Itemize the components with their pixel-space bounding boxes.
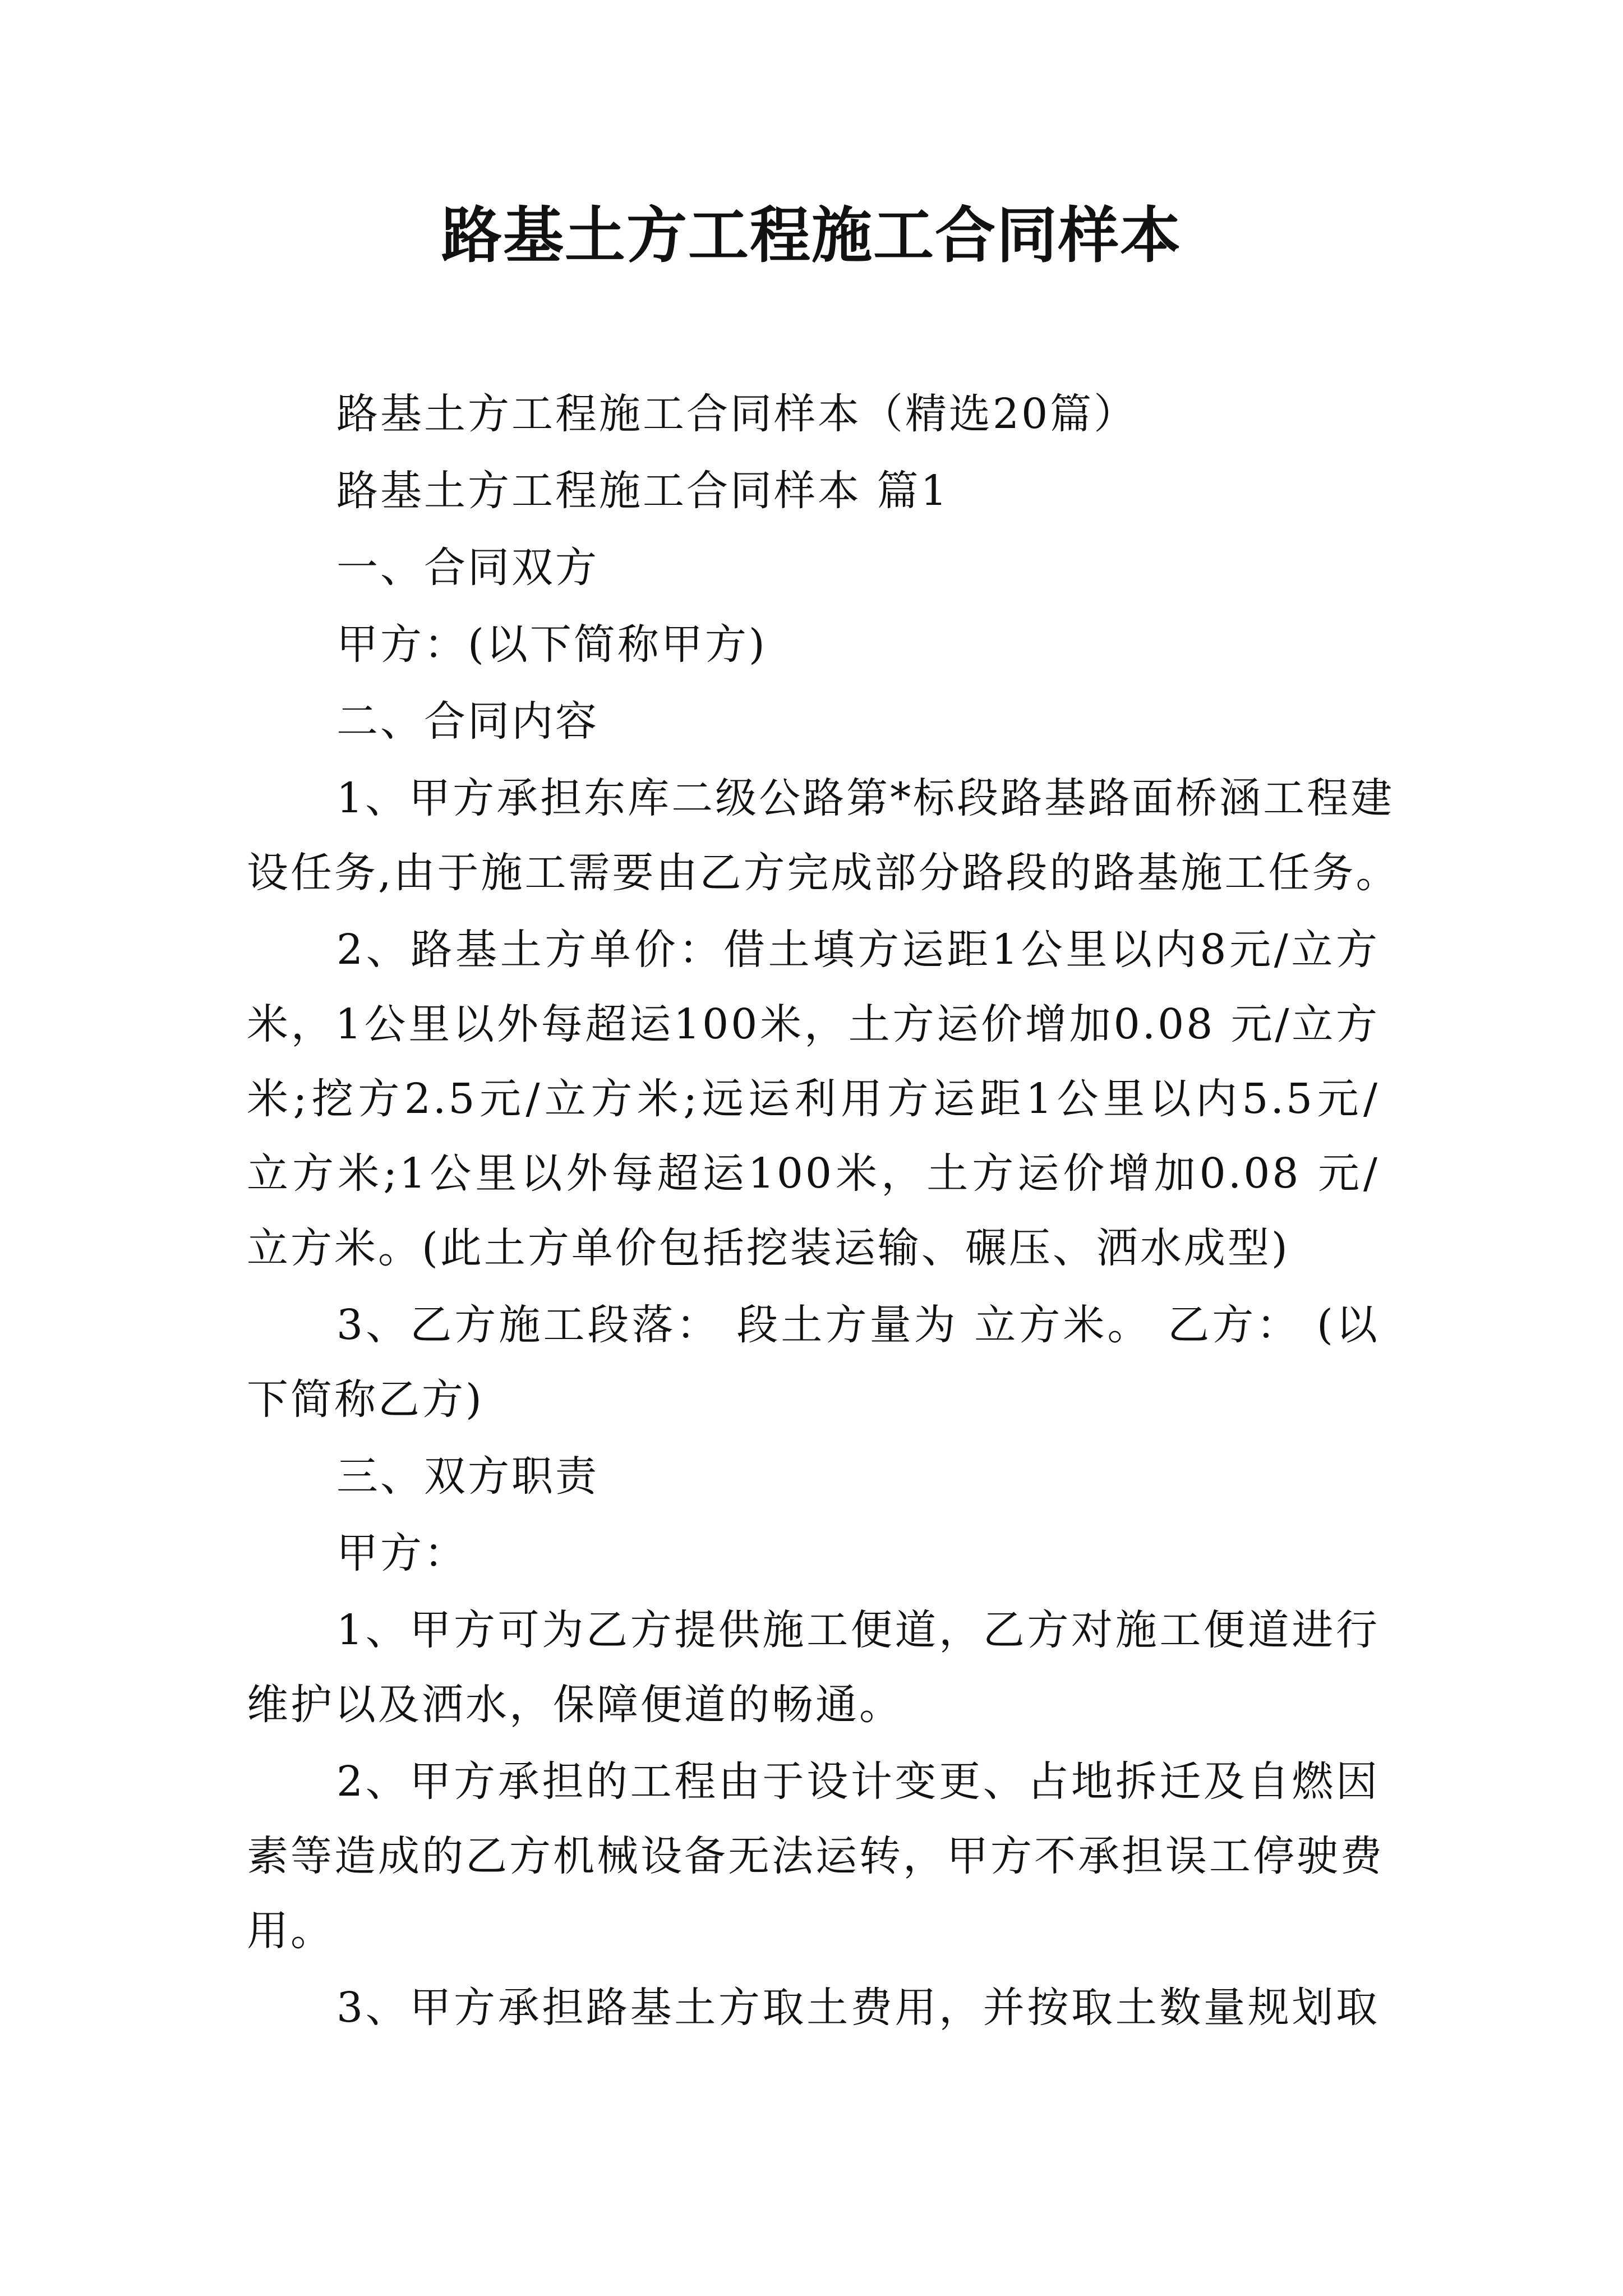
paragraph-line: 用。	[247, 1907, 334, 1955]
clause-heading: 三、双方职责	[336, 1452, 599, 1501]
paragraph-line: 2、路基土方单价：借土填方运距1公里以内8元/立方	[336, 926, 1380, 974]
paragraph-line: 米;挖方2.5元/立方米;远运利用方运距1公里以内5.5元/	[247, 1075, 1380, 1123]
paragraph-line: 1、甲方可为乙方提供施工便道，乙方对施工便道进行	[336, 1606, 1380, 1654]
paragraph-line: 甲方：	[336, 1529, 468, 1577]
document-title: 路基土方工程施工合同样本	[441, 200, 1182, 271]
paragraph-line: 米，1公里以外每超运100米，土方运价增加0.08 元/立方	[247, 1000, 1380, 1048]
paragraph-line: 立方米。(此土方单价包括挖装运输、碾压、洒水成型)	[247, 1224, 1290, 1272]
paragraph-line: 3、甲方承担路基土方取土费用，并按取土数量规划取	[336, 1984, 1380, 2032]
subtitle-line: 路基土方工程施工合同样本（精选20篇）	[336, 390, 1138, 438]
section-heading: 路基土方工程施工合同样本 篇1	[336, 467, 949, 515]
clause-heading: 一、合同双方	[336, 544, 599, 592]
paragraph-line: 设任务,由于施工需要由乙方完成部分路段的路基施工任务。	[247, 849, 1400, 897]
clause-heading: 二、合同内容	[336, 697, 599, 746]
paragraph-line: 素等造成的乙方机械设备无法运转，甲方不承担误工停驶费	[247, 1832, 1384, 1880]
paragraph-line: 下简称乙方)	[247, 1375, 484, 1424]
paragraph-line: 3、乙方施工段落： 段土方量为 立方米。 乙方： (以	[336, 1301, 1380, 1349]
paragraph-line: 1、甲方承担东库二级公路第*标段路基路面桥涵工程建	[336, 774, 1395, 822]
paragraph-line: 维护以及洒水，保障便道的畅通。	[247, 1681, 903, 1729]
paragraph-line: 甲方：(以下简称甲方)	[336, 620, 767, 669]
paragraph-line: 立方米;1公里以外每超运100米，土方运价增加0.08 元/	[247, 1149, 1380, 1198]
paragraph-line: 2、甲方承担的工程由于设计变更、占地拆迁及自燃因	[336, 1757, 1380, 1806]
